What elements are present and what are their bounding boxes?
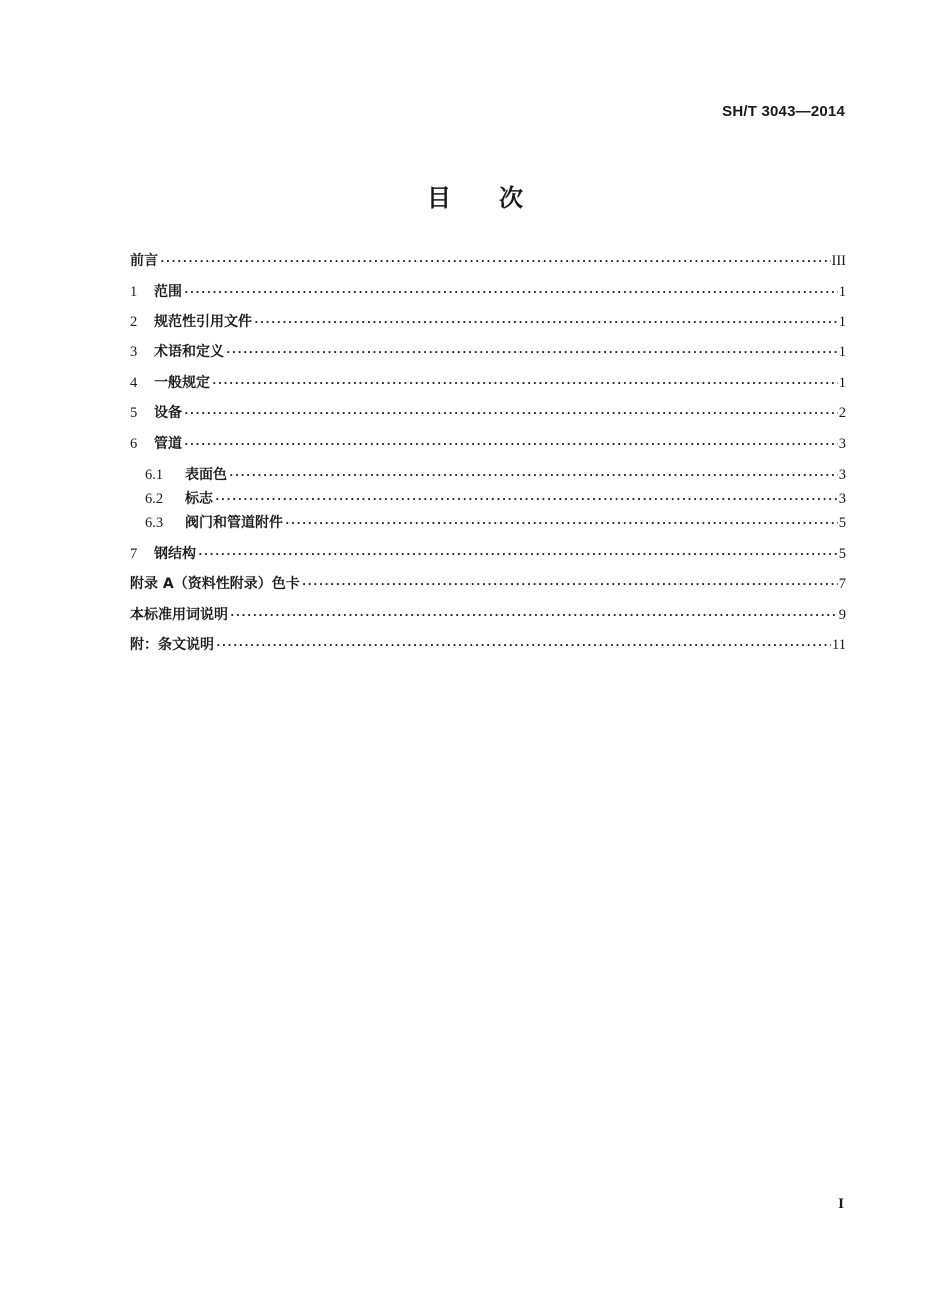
toc-label: 一般规定 — [154, 375, 210, 391]
toc-entry-foreword[interactable] — [130, 250, 846, 272]
page-number: I — [838, 1196, 844, 1212]
toc-label: 附：条文说明 — [130, 637, 214, 653]
toc-page: 3 — [838, 467, 846, 483]
toc-entry-surface-color[interactable] — [145, 464, 846, 486]
toc-leader — [197, 544, 838, 566]
toc-leader — [228, 465, 838, 487]
toc-page: 1 — [838, 375, 846, 391]
toc-entry-wording[interactable] — [130, 604, 846, 626]
toc-label: 标志 — [185, 491, 213, 507]
toc-entry-terms[interactable] — [130, 341, 846, 363]
toc-page: 3 — [838, 491, 846, 507]
page-title — [0, 178, 950, 213]
toc-entry-steel-structure[interactable] — [130, 543, 846, 565]
toc-label: 前言 — [130, 253, 158, 269]
toc-page: 5 — [838, 546, 846, 562]
standard-number: SH/T 3043—2014 — [722, 103, 845, 120]
toc-page: III — [831, 253, 846, 269]
toc-label: 阀门和管道附件 — [185, 515, 283, 531]
toc-number: 3 — [130, 344, 138, 360]
toc-entry-scope[interactable] — [130, 281, 846, 303]
toc-leader — [229, 605, 838, 627]
toc-number: 4 — [130, 375, 138, 391]
toc-entry-marking[interactable] — [145, 488, 846, 510]
toc-label: 附录 A（资料性附录）色卡 — [130, 576, 300, 592]
title-char-2: 次 — [499, 184, 523, 212]
toc-entry-normative-references[interactable] — [130, 311, 846, 333]
toc-entry-general[interactable] — [130, 372, 846, 394]
toc-page: 1 — [838, 314, 846, 330]
toc-page: 9 — [838, 607, 846, 623]
toc-number: 5 — [130, 405, 138, 421]
toc-label: 本标准用词说明 — [130, 607, 228, 623]
toc-number: 2 — [130, 314, 138, 330]
toc-leader — [211, 373, 838, 395]
toc-entry-explanation[interactable] — [130, 634, 846, 656]
toc-label: 管道 — [154, 436, 182, 452]
toc-page: 11 — [832, 637, 846, 653]
toc-leader — [225, 342, 838, 364]
toc-label: 表面色 — [185, 467, 227, 483]
toc-leader — [159, 251, 831, 273]
toc-number: 7 — [130, 546, 138, 562]
toc-entry-valves[interactable] — [145, 512, 846, 534]
toc-leader — [284, 513, 838, 535]
toc-leader — [214, 489, 838, 511]
toc-entry-equipment[interactable] — [130, 402, 846, 424]
toc-page: 2 — [838, 405, 846, 421]
toc-number: 6.1 — [145, 467, 164, 483]
toc-leader — [301, 574, 838, 596]
toc-label: 规范性引用文件 — [154, 314, 252, 330]
toc-page: 1 — [838, 344, 846, 360]
toc-leader — [253, 312, 838, 334]
toc-label: 钢结构 — [154, 546, 196, 562]
toc-label: 设备 — [154, 405, 182, 421]
toc-label: 术语和定义 — [154, 344, 224, 360]
toc-page: 7 — [838, 576, 846, 592]
toc-leader — [215, 635, 831, 657]
toc-number: 1 — [130, 284, 138, 300]
toc-page: 5 — [838, 515, 846, 531]
toc-leader — [183, 403, 838, 425]
toc-page: 3 — [838, 436, 846, 452]
title-char-1: 目 — [427, 184, 451, 212]
toc-page: 1 — [838, 284, 846, 300]
toc-label: 范围 — [154, 284, 182, 300]
toc-entry-appendix-a[interactable] — [130, 573, 846, 595]
toc-number: 6 — [130, 436, 138, 452]
toc-number: 6.3 — [145, 515, 164, 531]
toc-number: 6.2 — [145, 491, 164, 507]
toc-leader — [183, 282, 838, 304]
toc-entry-piping[interactable] — [130, 433, 846, 455]
toc-leader — [183, 434, 838, 456]
